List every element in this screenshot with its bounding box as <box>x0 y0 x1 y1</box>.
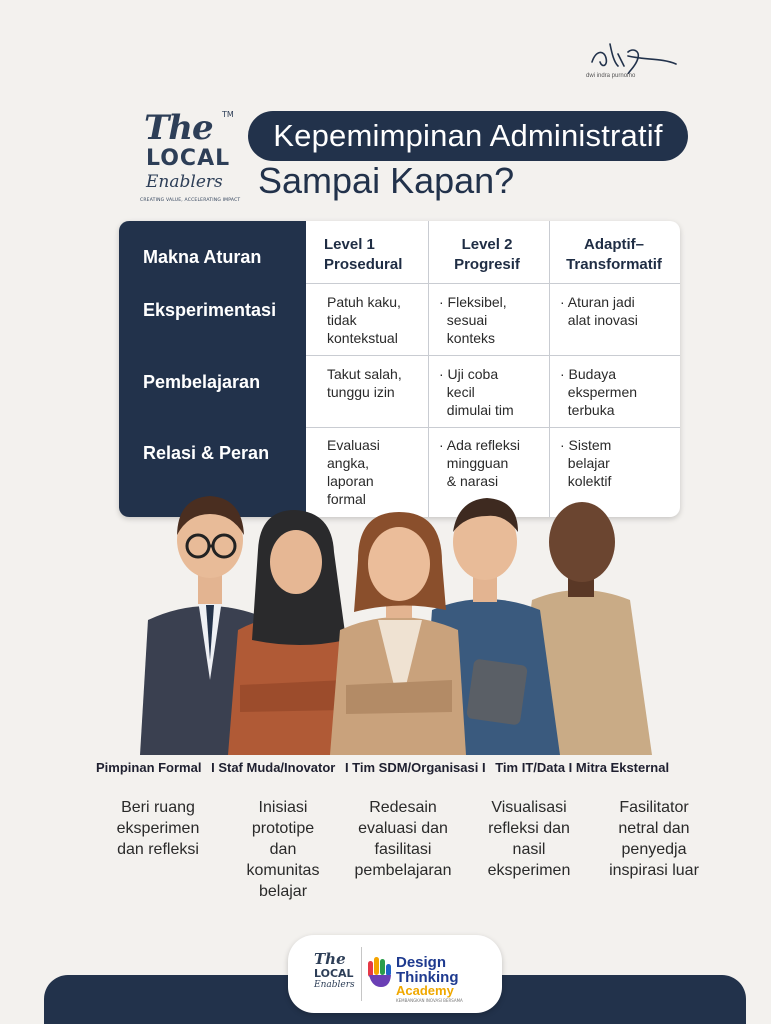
footer-logo-2-line-2: Thinking <box>396 969 459 986</box>
page-title: Kepemimpinan Administratif <box>248 111 688 161</box>
brand-line-3: Enablers <box>146 172 223 192</box>
table-cell-text: Evaluasi angka, laporan formal <box>327 437 380 507</box>
row-label-relasi-peran: Relasi & Peran <box>143 443 270 463</box>
row-label-pembelajaran: Pembelajaran <box>143 372 261 392</box>
footer-logo-divider <box>361 947 362 1001</box>
row-divider <box>306 427 680 428</box>
role-tim-it-mitra: Tim IT/Data I Mitra Eksternal <box>495 760 670 775</box>
brand-tm: TM <box>222 110 234 119</box>
action-staf-muda <box>213 797 353 902</box>
action-pimpinan-formal <box>88 797 228 860</box>
footer-logo-1-line-3: Enablers <box>314 980 355 990</box>
signature-name: dwi indra purnomo <box>586 73 636 79</box>
header-level-2 <box>437 235 537 275</box>
header-level-2-text: Level 2 Progresif <box>454 236 520 273</box>
role-labels <box>96 760 675 775</box>
table-cell-text: · Aturan jadi alat inovasi <box>560 294 638 328</box>
footer-logo-2-tagline: KEMBANGKAN INOVASI BERSAMA <box>396 998 463 1003</box>
table-cell-text: · Uji coba kecil dimulai tim <box>439 366 514 418</box>
action-mitra-eksternal <box>584 797 724 881</box>
brand-line-2: LOCAL <box>146 146 231 171</box>
page-subtitle: Sampai Kapan? <box>258 160 515 201</box>
action-tim-sdm <box>333 797 473 881</box>
table-cell <box>327 365 402 401</box>
action-text: Visualisasi refleksi dan nasil eksperimen <box>487 799 571 879</box>
header-adaptif <box>552 235 676 275</box>
role-staf-muda: I Staf Muda/Inovator <box>211 760 336 775</box>
team-figures-icon <box>140 480 660 755</box>
footer-logo-1-line-1: The <box>314 950 346 968</box>
header-level-1-text: Level 1 Prosedural <box>324 236 403 273</box>
table-cell <box>560 293 638 329</box>
footer-logo-2-line-3: Academy <box>396 983 454 998</box>
table-cell-text: · Fleksibel, sesuai konteks <box>439 294 507 346</box>
tim-sdm-figure <box>330 512 466 755</box>
table-cell-text: Patuh kaku, tidak kontekstual <box>327 294 401 346</box>
footer-logos <box>288 935 502 1013</box>
row-divider <box>306 355 680 356</box>
table-cell-text: Takut salah, tunggu izin <box>327 366 402 400</box>
people-illustration <box>140 480 660 755</box>
table-cell-text: · Ada refleksi mingguan & narasi <box>439 437 520 489</box>
header-adaptif-text: Adaptif– Transformatif <box>566 236 662 273</box>
design-thinking-hand-icon <box>366 955 394 989</box>
brand-line-1: The <box>144 108 213 148</box>
the-local-enablers-logo <box>140 108 250 208</box>
row-label-eksperimentasi: Eksperimentasi <box>143 300 277 320</box>
action-text: Inisiasi prototipe dan komunitas belajar <box>246 799 320 900</box>
column-divider <box>428 221 429 517</box>
brand-tagline: CREATING VALUE, ACCELERATING IMPACT <box>140 198 241 203</box>
row-divider <box>306 283 680 284</box>
action-text: Fasilitator netral dan penyedja inspirasi luar <box>609 799 699 879</box>
signature-mark-icon <box>584 40 684 74</box>
column-divider <box>549 221 550 517</box>
table-corner-label: Makna Aturan <box>143 247 262 267</box>
table-cell-text: · Sistem belajar kolektif <box>560 437 612 489</box>
table-cell <box>327 293 401 347</box>
table-cell-text: · Budaya ekspermen terbuka <box>560 366 638 418</box>
footer-logo-2-name <box>396 955 459 985</box>
action-tim-it-data <box>459 797 599 881</box>
role-pimpinan-formal: Pimpinan Formal <box>96 760 202 775</box>
footer-logo-2-line-1: Design <box>396 954 447 971</box>
action-text: Beri ruang eksperimen dan refleksi <box>116 799 200 858</box>
table-cell <box>439 293 507 347</box>
role-tim-sdm: I Tim SDM/Organisasi I <box>344 760 486 775</box>
signature <box>584 40 694 90</box>
table-cell <box>560 365 637 419</box>
footer-logo-1-line-2: LOCAL <box>314 967 354 980</box>
header-level-1 <box>324 235 414 275</box>
table-cell <box>439 365 514 419</box>
leadership-table <box>119 221 680 517</box>
action-text: Redesain evaluasi dan fasilitasi pembelajaran <box>354 799 452 879</box>
